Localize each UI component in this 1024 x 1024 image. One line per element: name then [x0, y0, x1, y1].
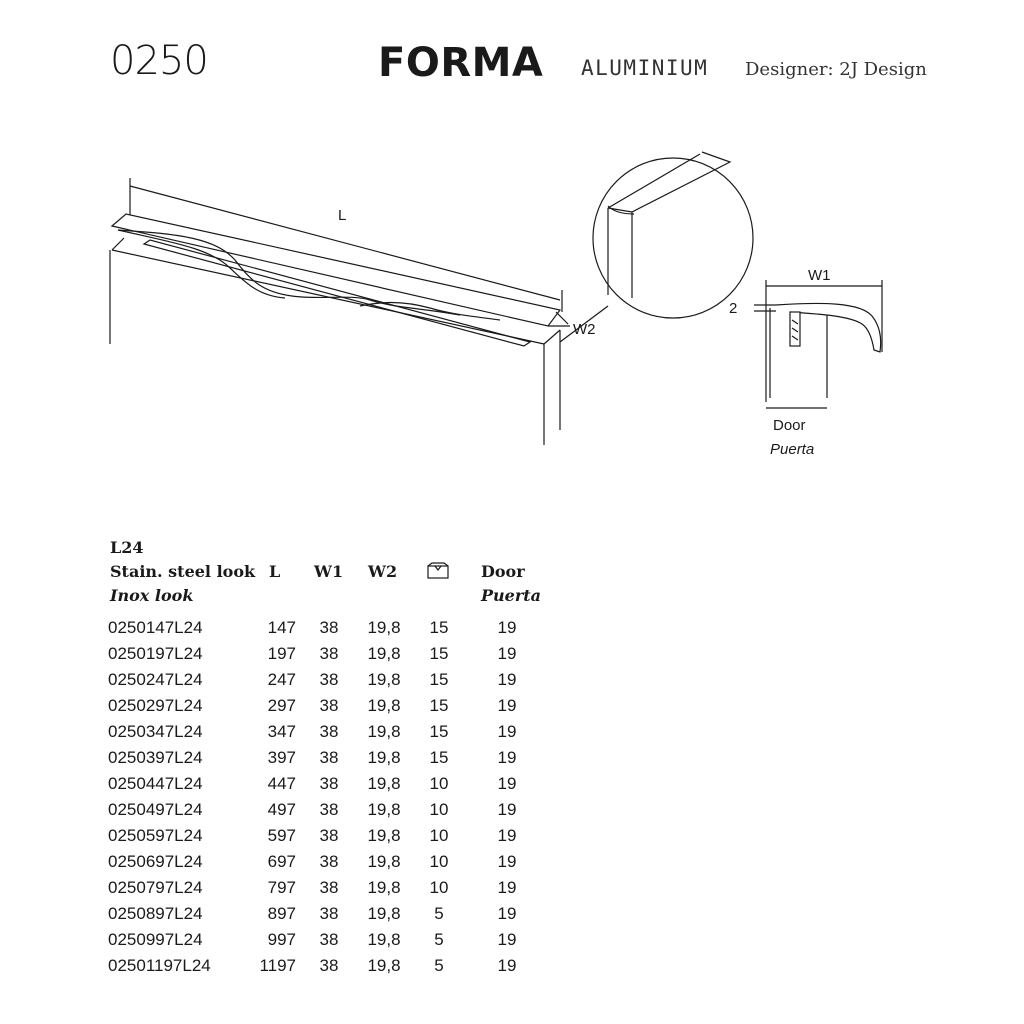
table-row — [108, 644, 568, 670]
cell-pack-qty: 5 — [434, 904, 444, 923]
cell-pack-qty: 10 — [429, 826, 449, 845]
cell-code: 0250997L24 — [108, 930, 203, 949]
table-row — [108, 696, 568, 722]
cell-door: 19 — [497, 696, 517, 715]
cell-door: 19 — [497, 930, 517, 949]
cell-pack-qty: 5 — [434, 930, 444, 949]
cell-door: 19 — [497, 904, 517, 923]
box-icon — [426, 562, 450, 580]
cell-length: 397 — [267, 748, 296, 767]
dimension-label-w1: W1 — [808, 267, 831, 284]
table-row — [108, 618, 568, 644]
col-header-w1: W1 — [314, 562, 344, 581]
col-header-l: L — [269, 562, 281, 581]
col-header-door: Door — [481, 562, 525, 581]
cell-length: 497 — [267, 800, 296, 819]
cell-w1: 38 — [319, 826, 339, 845]
cell-w2: 19,8 — [367, 618, 401, 637]
door-label-es: Puerta — [770, 441, 815, 458]
cell-length: 797 — [267, 878, 296, 897]
cell-pack-qty: 15 — [429, 696, 449, 715]
cell-w1: 38 — [319, 774, 339, 793]
cell-pack-qty: 10 — [429, 800, 449, 819]
cell-code: 0250297L24 — [108, 696, 203, 715]
cell-w2: 19,8 — [367, 826, 401, 845]
cell-w2: 19,8 — [367, 774, 401, 793]
cell-code: 0250247L24 — [108, 670, 203, 689]
cell-w2: 19,8 — [367, 748, 401, 767]
dimension-label-w2: W2 — [573, 321, 596, 338]
cell-w2: 19,8 — [367, 904, 401, 923]
cell-pack-qty: 15 — [429, 670, 449, 689]
cell-length: 597 — [267, 826, 296, 845]
cell-w1: 38 — [319, 618, 339, 637]
cell-door: 19 — [497, 956, 517, 975]
table-row — [108, 722, 568, 748]
cell-code: 0250897L24 — [108, 904, 203, 923]
cell-w1: 38 — [319, 670, 339, 689]
technical-drawing — [0, 130, 1024, 470]
cell-length: 997 — [267, 930, 296, 949]
product-name: FORMA — [378, 40, 544, 86]
cell-w1: 38 — [319, 852, 339, 871]
dimension-label-l: L — [338, 207, 347, 224]
cell-door: 19 — [497, 670, 517, 689]
cell-code: 0250397L24 — [108, 748, 203, 767]
cell-w1: 38 — [319, 722, 339, 741]
cell-pack-qty: 15 — [429, 748, 449, 767]
cell-length: 247 — [267, 670, 296, 689]
cell-w1: 38 — [319, 956, 339, 975]
cell-w2: 19,8 — [367, 670, 401, 689]
cell-length: 897 — [267, 904, 296, 923]
cell-pack-qty: 15 — [429, 644, 449, 663]
table-row — [108, 670, 568, 696]
cell-code: 0250597L24 — [108, 826, 203, 845]
table-row — [108, 904, 568, 930]
cell-door: 19 — [497, 878, 517, 897]
cell-length: 297 — [267, 696, 296, 715]
cell-pack-qty: 10 — [429, 852, 449, 871]
cell-w1: 38 — [319, 696, 339, 715]
cell-w2: 19,8 — [367, 800, 401, 819]
cell-w2: 19,8 — [367, 852, 401, 871]
cell-length: 447 — [267, 774, 296, 793]
cell-code: 0250197L24 — [108, 644, 203, 663]
col-header-door-es: Puerta — [481, 586, 542, 605]
cell-door: 19 — [497, 748, 517, 767]
finish-name: Stain. steel look — [110, 562, 256, 581]
cell-door: 19 — [497, 644, 517, 663]
material-label: ALUMINIUM — [581, 56, 709, 80]
cell-code: 0250697L24 — [108, 852, 203, 871]
finish-name-es: Inox look — [110, 586, 194, 605]
cell-w1: 38 — [319, 748, 339, 767]
finish-code: L24 — [110, 538, 144, 557]
cell-w1: 38 — [319, 930, 339, 949]
cell-code: 0250347L24 — [108, 722, 203, 741]
table-row — [108, 774, 568, 800]
table-row — [108, 852, 568, 878]
cell-w2: 19,8 — [367, 956, 401, 975]
cell-w2: 19,8 — [367, 696, 401, 715]
cell-pack-qty: 5 — [434, 956, 444, 975]
cell-w2: 19,8 — [367, 644, 401, 663]
table-row — [108, 826, 568, 852]
product-code-title: 0250 — [110, 38, 208, 84]
cell-door: 19 — [497, 852, 517, 871]
cell-code: 02501197L24 — [108, 956, 211, 975]
cell-code: 0250497L24 — [108, 800, 203, 819]
cell-w1: 38 — [319, 904, 339, 923]
cell-length: 347 — [267, 722, 296, 741]
cell-pack-qty: 15 — [429, 618, 449, 637]
cell-pack-qty: 15 — [429, 722, 449, 741]
cell-length: 1197 — [259, 956, 296, 975]
cell-door: 19 — [497, 800, 517, 819]
cell-w1: 38 — [319, 644, 339, 663]
cell-door: 19 — [497, 618, 517, 637]
designer-credit: Designer: 2J Design — [745, 59, 927, 80]
cell-w1: 38 — [319, 878, 339, 897]
cell-code: 0250447L24 — [108, 774, 203, 793]
cell-w2: 19,8 — [367, 722, 401, 741]
cell-w2: 19,8 — [367, 878, 401, 897]
table-row — [108, 878, 568, 904]
cell-length: 147 — [267, 618, 296, 637]
cell-w1: 38 — [319, 800, 339, 819]
cell-length: 197 — [267, 644, 296, 663]
cell-w2: 19,8 — [367, 930, 401, 949]
cell-length: 697 — [267, 852, 296, 871]
door-label: Door — [773, 417, 806, 434]
table-row — [108, 748, 568, 774]
table-row — [108, 930, 568, 956]
dimension-label-thickness: 2 — [729, 300, 738, 317]
cell-pack-qty: 10 — [429, 878, 449, 897]
cell-pack-qty: 10 — [429, 774, 449, 793]
table-row — [108, 800, 568, 826]
cell-code: 0250147L24 — [108, 618, 203, 637]
table-row — [108, 956, 568, 982]
col-header-w2: W2 — [368, 562, 398, 581]
cell-code: 0250797L24 — [108, 878, 203, 897]
cell-door: 19 — [497, 774, 517, 793]
cell-door: 19 — [497, 826, 517, 845]
cell-door: 19 — [497, 722, 517, 741]
